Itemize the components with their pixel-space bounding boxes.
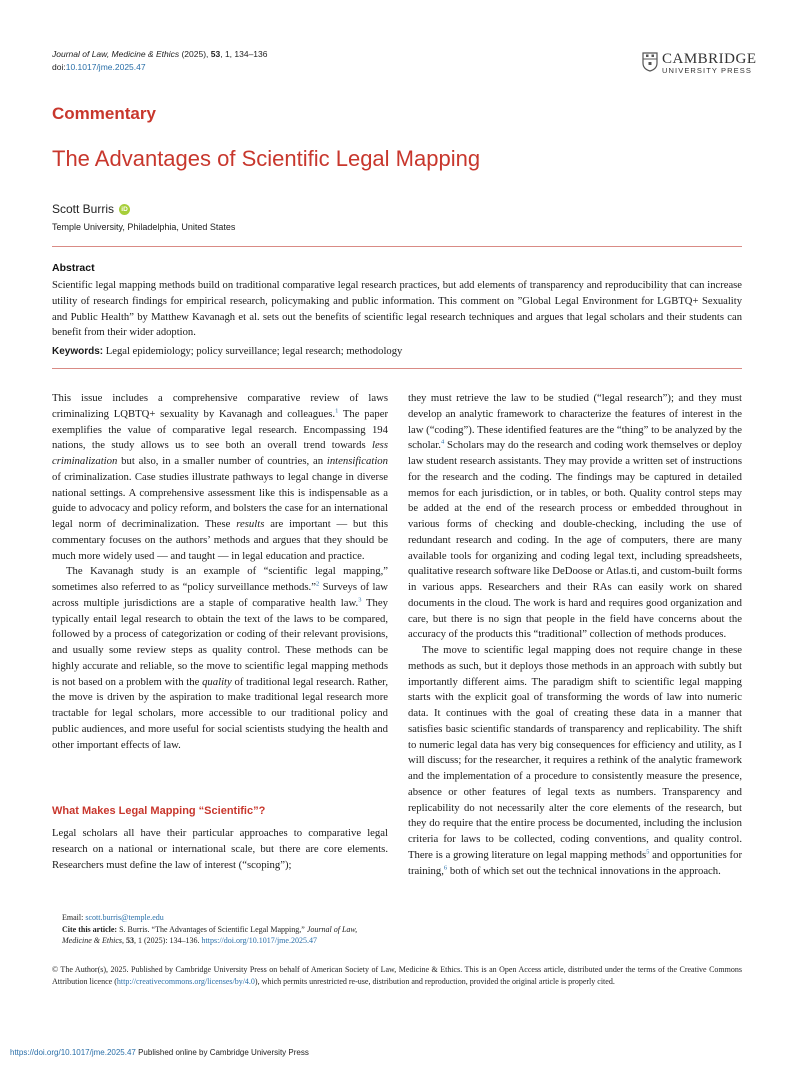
footnote-ref-2[interactable]: 2 [315,580,320,588]
email-link[interactable]: scott.burris@temple.edu [85,913,164,922]
body-paragraph-1: This issue includes a comprehensive comparative review of laws criminalizing LQBTQ+ sexuality by Kavanagh and colleagues.$^1$ The paper exemplifies the value of comparative legal research. Encompassing 194 nations, the study allows us to see both an overall trend towards less criminalization but also, in a smaller number of countries, an intensification of criminalization. Case studies illustrate pathways to legal change in diverse national settings. A comprehensive assessment like this is indispensable as a guide to advocacy and policy reform, and bolsters the case for an international legal norm of decriminalization. These results are important — but this commentary focuses on the authors’ methods and argues that they should be much more widely used — and taught — in legal education and practice. [52,392,389,562]
footnote-ref-1[interactable]: 1 [335,407,339,415]
footer-doi-link[interactable]: https://doi.org/10.1017/jme.2025.47 [10,1048,136,1057]
published-online-line: https://doi.org/10.1017/jme.2025.47 Published online by Cambridge University Press [10,1048,309,1057]
license-link[interactable]: http://creativecommons.org/licenses/by/4.0 [116,977,255,986]
abstract-text: Scientific legal mapping methods build on traditional comparative legal research practices, but add elements of transparency and reproducibility that can increase utility of research findings for empirical research, policymaking and public information. This comment on ”Global Legal Environment for LGBTQ+ Sexuality and Public Health” by Matthew Kavanagh et al. sets out the benefits of scientific legal research techniques and argues that legal scholars and their students can benefit from their wider adoption. [52,280,742,339]
keywords-label: Keywords: [52,346,104,357]
divider-bottom [52,368,742,369]
cambridge-crest-icon [642,52,658,72]
doi-prefix: doi: [52,62,66,72]
body-paragraph-2: The Kavanagh study is an example of “scientific legal mapping,” sometimes also referred to as “policy surveillance methods.”$^2$ Surveys of law across multiple jurisdictions are a staple of comparative health law.$^3$ They typically entail legal research to obtain the text of the laws to be compared, followed by a process of categorization or coding of their relevant provisions, and usually some review steps as quality control. These methods can be highly accurate and reliable, so the move to scientific legal mapping methods is not based on a problem with the quality of traditional legal research. Rather, the move is driven by the aspiration to make traditional legal research more tractable for legal scholars, more accessible to our traditional policy and public audiences, and more useful for social scientists studying the health and other important effects of law. [52,565,388,751]
author-name: Scott Burris [52,202,115,216]
correspondence-note [52,912,388,947]
copyright-notice: © The Author(s), 2025. Published by Cambridge University Press on behalf of American Society of Law, Medicine & Ethics. This is an Open Access article, distributed under the terms of the Creative Commons Attribution licence (http://creativecommons.org/licenses/by/4.0), which permits unrestricted re-use, distribution and reproduction, provided the original article is properly cited. [52,965,742,986]
article-section: Commentary [52,104,156,123]
journal-citation [52,48,267,74]
author-line [52,202,130,216]
footnote-ref-4[interactable]: 4 [440,438,445,446]
publisher-sub: UNIVERSITY PRESS [662,66,752,75]
body-left-column [52,391,388,753]
article-title: The Advantages of Scientific Legal Mapping [52,146,481,171]
publisher-name: CAMBRIDGE [662,51,757,67]
body-paragraph-4: they must retrieve the law to be studied (“legal research”); and they must develop an analytic framework to characterize the features of interest in the law (“coding”). These identified features are the “thing” to be analyzed by the scholar.$^4$ Scholars may do the research and coding work themselves or deploy law student research assistants. They may provide a written set of instructions for the research and the coding. The findings may be captured in detailed memos for each jurisdiction, or in tables, or both. Quality control steps may be added at the end of the research process or embedded throughout in various forms of checking and double-checking, including the use of redundant research and coding. In the age of computers, there are many available tools for organizing and coding legal text, including spreadsheets, qualitative research software like DeDoose or Atlas.ti, and custom-built forms in various apps. Researchers and their RAs can easily work on shared documents in the cloud. The work is hard and requires good organization and care, but there is no sign that people in the field have concerns about the accuracy of the products this “traditional” collection of methods produces. [408,392,742,641]
section-subheading: What Makes Legal Mapping “Scientific”? [52,805,266,817]
abstract-heading: Abstract [52,262,95,274]
divider-top [52,246,742,247]
footnote-ref-3[interactable]: 3 [358,596,362,604]
cite-line: Cite this article: S. Burris. “The Advantages of Scientific Legal Mapping,” Journal of Law, Medicine & Ethics, 53, 1 (2025): 134–136. https://doi.org/10.1017/jme.2025.47 [62,924,358,945]
body-left-column-continued [52,826,388,873]
email-line: Email: scott.burris@temple.edu [62,913,164,922]
body-paragraph-5: The move to scientific legal mapping does not require change in these methods as such, but it deploys those methods in an approach with subtly but importantly different aims. The paradigm shift to scientific legal mapping starts with the explicit goal of transforming the words of law into numeric data. It continues with the goal of creating these data in a manner that satisfies basic scientific standards of transparency and replicability. The shift to numeric legal data has very big consequences for efficiency and utility, as I will discuss; for the researcher, it requires a rethink of the analytic framework and the implementation of a procedure to consistently measure the presence, absence or other features of legal texts as numbers. Transparency and replicability do not necessarily alter the core elements of the research, but they do require that the entire process be documented, including the inclusion criteria for laws to be collected, coding conventions, and quality control. There is a growing literature on legal mapping methods$^5$ and opportunities for training,$^6$ both of which set out the technical innovations in the approach. [408,644,743,877]
journal-details-pre: (2025), [179,49,211,59]
cite-doi-link[interactable]: https://doi.org/10.1017/jme.2025.47 [201,936,317,945]
body-paragraph-3: Legal scholars all have their particular approaches to comparative legal research on a national or international scale, but there are core elements. Researchers must define the law of interest (“scoping”); [52,827,388,871]
keywords-list: Legal epidemiology; policy surveillance; legal research; methodology [105,346,403,357]
body-right-column [408,391,742,879]
author-affiliation: Temple University, Philadelphia, United States [52,222,236,232]
orcid-icon[interactable]: iD [119,204,130,215]
footnote-ref-5[interactable]: 5 [646,848,650,856]
doi-link[interactable]: 10.1017/jme.2025.47 [65,62,146,72]
footnote-ref-6[interactable]: 6 [443,863,448,871]
cite-label: Cite this article: [62,924,118,934]
keywords-line [52,346,742,357]
journal-details-post: , 1, 134–136 [220,49,268,59]
journal-name: Journal of Law, Medicine & Ethics [52,49,180,59]
publisher-logo [642,52,757,76]
journal-volume: 53 [210,49,221,59]
